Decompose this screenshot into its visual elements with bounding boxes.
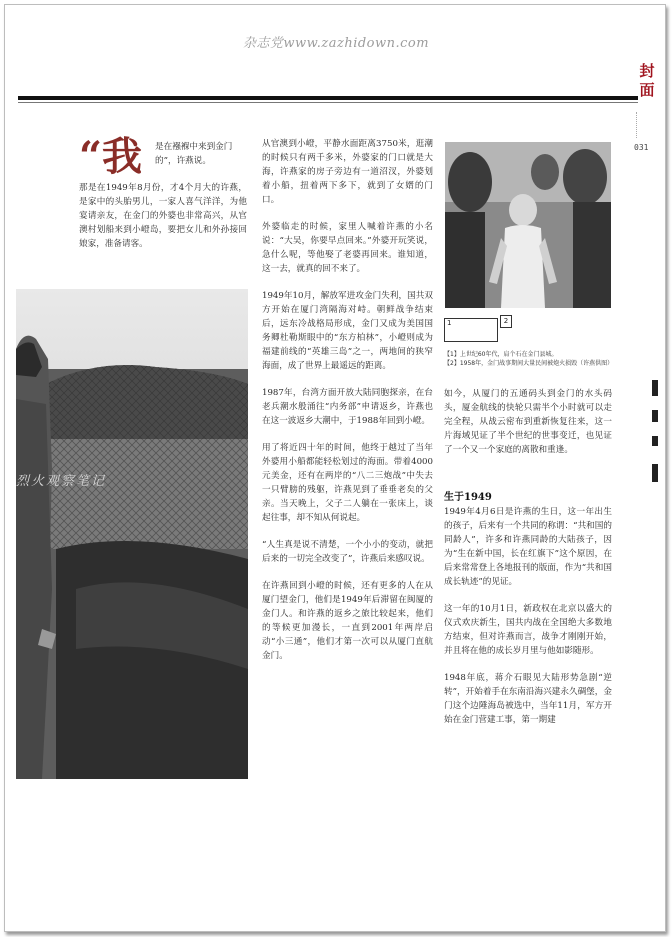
scan-edge-marks <box>652 380 662 500</box>
child-photo-illustration <box>445 142 611 308</box>
column-2 <box>262 137 433 676</box>
site-watermark: 杂志党www.zazhidown.com <box>242 36 430 51</box>
soldier-barbed-wire-photo <box>16 289 248 779</box>
section-label: 封面 <box>639 62 655 99</box>
page-number: 031 <box>634 143 649 152</box>
column-3-continued <box>444 505 612 740</box>
paragraph: 在许燕回到小嶝的时候，还有更多的人在从厦门望金门，他们是1949年后滞留在闽厦的金门人。和许燕的返乡之旅比较起来，他们的等候更加漫长，一直到2001年两岸启动“小三通”，他们才第一次可以从厦门直航金门。 <box>262 581 433 661</box>
header-rule-thin <box>18 102 638 103</box>
paragraph: 从官澳到小嶝，平静水面距离3750米，逛潮的时候只有两千多米，外婆家的门口就是大海，许燕家的房子旁边有一道沼汊，外婆划着小船，扭着两下多下，就到了女婿的门口。 <box>262 139 433 205</box>
child-photo <box>445 142 611 308</box>
side-divider <box>636 112 657 138</box>
column-3 <box>444 387 612 470</box>
paragraph: 外婆临走的时候，家里人喊着许燕的小名说：“大吴，你要早点回来。”外婆开玩笑说，急什么呢，等他娶了老婆再回来。谁知道，这一去，就真的回不来了。 <box>262 222 433 274</box>
drop-cap: “我 <box>79 133 143 180</box>
opening-quote <box>79 133 249 183</box>
section-heading: 生于1949 <box>444 492 492 503</box>
paragraph: 1949年4月6日是许燕的生日，这一年出生的孩子，后来有一个共同的称谓：“共和国的同龄人”，许多和许燕同龄的大陆孩子，因为“生在新中国，长在红旗下”这个原因，在后来常常登上各地报刊的版面，作为“共和国成长轨迹”的见证。 <box>444 507 612 587</box>
header-rule <box>18 96 638 100</box>
paragraph: 用了将近四十年的时间，他终于越过了当年外婆用小船都能轻松划过的海面。带着4000元美金，还有在两岸的“八二三炮战”中失去一只臂膀的残躯，许燕见到了垂垂老矣的父亲。当天晚上，父子二人躺在一张床上，谈起往事，却不知从何说起。 <box>262 443 433 523</box>
photo-captions <box>444 350 614 368</box>
paragraph: 1949年10月，解放军进攻金门失利，国共双方开始在厦门湾隔海对峙。朝鲜战争结束后，远东冷战格局形成，金门又成为美国国务卿杜勒斯眼中的“东方柏林”，小嶝则成为福建前线的“英雄三岛”之一，两地间的狭窄海面，成了世界上最遥远的距离。 <box>262 291 433 371</box>
caption-frame <box>444 318 498 342</box>
overlay-watermark: 烈火观察笔记 <box>16 474 107 489</box>
paragraph: 1948年底，蒋介石眼见大陆形势急剧“逆转”，开始着手在东南沿海兴建永久碉堡，金门这个边陲海岛被选中，当年11月，军方开始在金门营建工事，第一期建 <box>444 673 612 725</box>
soldier-photo-illustration <box>16 289 248 779</box>
paragraph: 如今，从厦门的五通码头到金门的水头码头，厦金航线的快轮只需半个小时就可以走完全程，从战云密布到重新恢复往来，这一片海域见证了半个世纪的世事变迁，也见证了一个又一个家庭的离散和重逢。 <box>444 389 612 455</box>
quote-text: 是在襁褓中来到金门的”，许燕说。 <box>155 142 233 166</box>
caption-number-2: 2 <box>500 315 512 328</box>
paragraph: 这一年的10月1日，新政权在北京以盛大的仪式欢庆新生，国共内战在全国绝大多数地方结束，但对许燕而言，战争才刚刚开始，并且将在他的成长岁月里与他如影随形。 <box>444 604 612 656</box>
paragraph: “人生真是说不清楚，一个小小的变动，就把后来的一切完全改变了”，许燕后来感叹说。 <box>262 540 433 564</box>
caption-line: 【1】上世纪60年代，肩个石在金门县城。 <box>444 351 558 358</box>
caption-number-1: 1 <box>447 319 452 327</box>
column-1 <box>79 181 247 264</box>
caption-line: 【2】1958年，金门战事期间大量民间被炮火损毁（许燕供图） <box>444 360 614 367</box>
paragraph: 1987年，台湾方面开放大陆同胞探亲，在台老兵潮水般涌往“内务部”申请返乡，许燕也在这一波返乡大潮中，于1988年回到小嶝。 <box>262 388 433 426</box>
paragraph: 那是在1949年8月份，才4个月大的许燕，是家中的头胎男儿，一家人喜气洋洋，为他宴请亲友，在金门的外婆也非常高兴，从官澳村划船来到小嶝岛，要把女儿和外孙接回娘家，准备请客。 <box>79 183 247 249</box>
